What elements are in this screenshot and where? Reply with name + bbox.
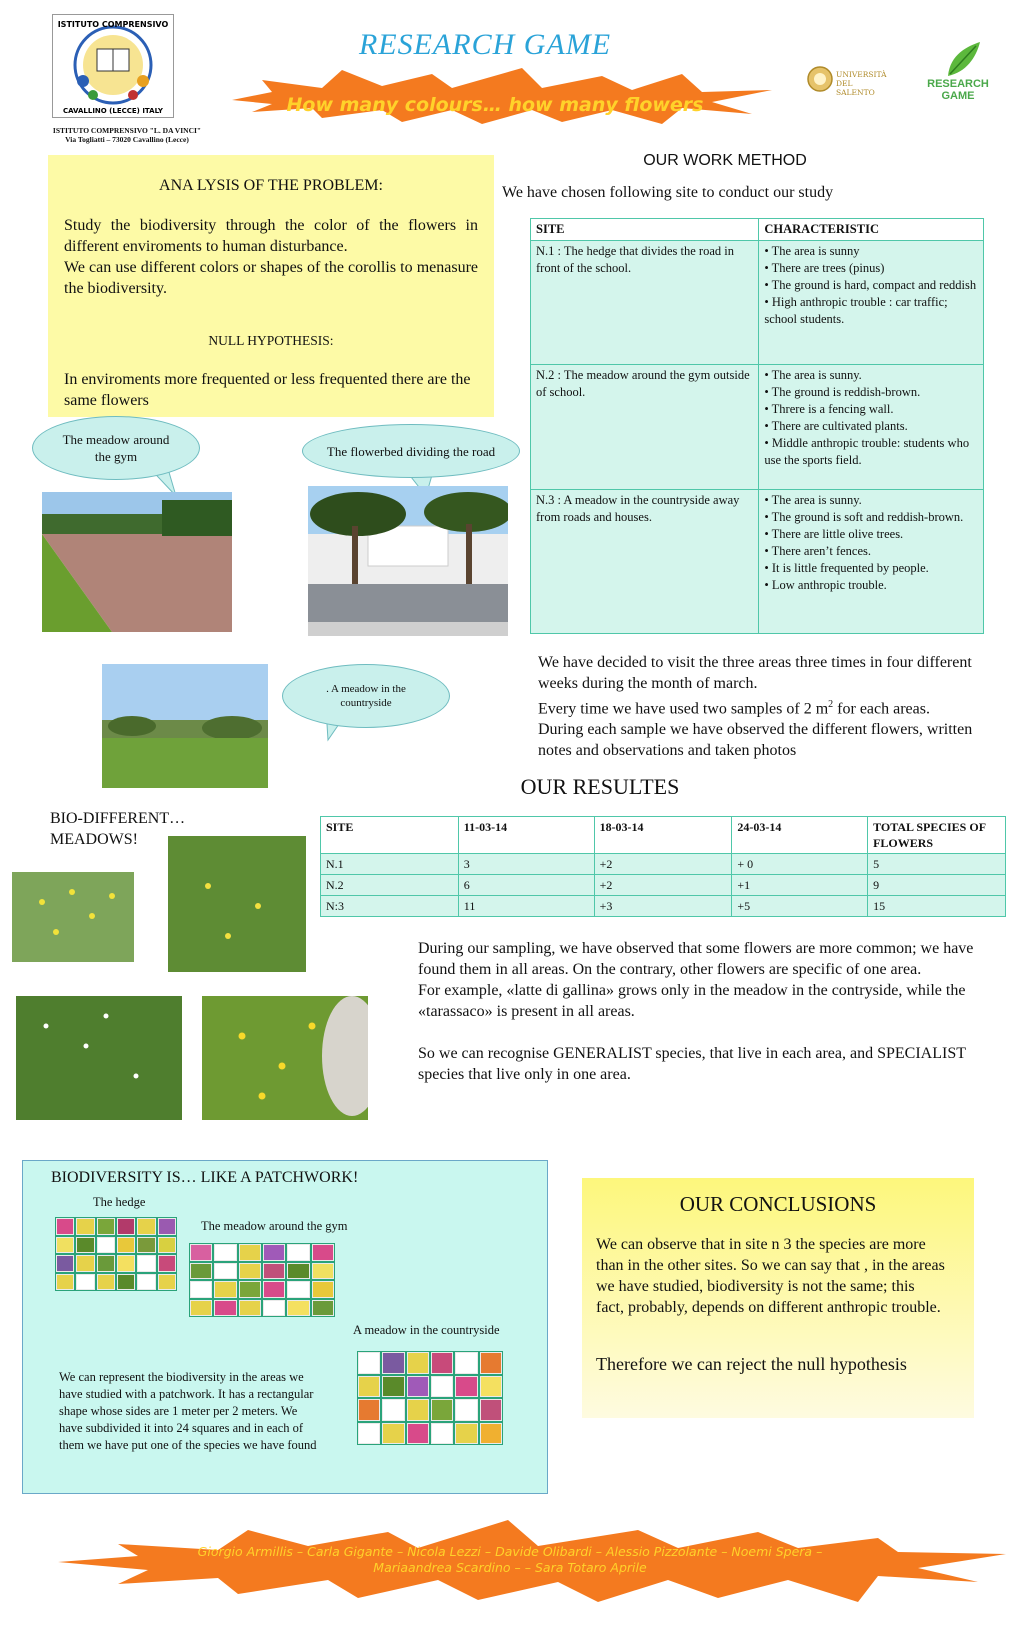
results-cell: 3 <box>458 854 594 875</box>
site-cell: N.1 : The hedge that divides the road in front of the school. <box>531 241 759 365</box>
bubble-countryside-text: . A meadow in the countryside <box>326 683 406 709</box>
visit-paragraph-1: We have decided to visit the three areas three times in four different weeks during the month of march. <box>538 654 972 692</box>
results-paragraph-1: During our sampling, we have observed that some flowers are more common; we have found them in all areas. On the contrary, other flowers are specific of one area. <box>418 940 974 978</box>
results-cell: N.2 <box>321 875 459 896</box>
characteristic-item: • Threre is a fencing wall. <box>764 402 894 416</box>
characteristic-item: • There are little olive trees. <box>764 527 904 541</box>
hedge-patchwork <box>55 1217 177 1291</box>
characteristic-item: • There are trees (pinus) <box>764 261 885 275</box>
results-cell: +2 <box>594 875 732 896</box>
unisalento-logo-text: UNIVERSITÀ DEL SALENTO <box>836 70 887 97</box>
country-patchwork <box>357 1351 503 1445</box>
characteristic-cell <box>759 241 984 365</box>
characteristic-item: • There are cultivated plants. <box>764 419 908 433</box>
country-patch-label: A meadow in the countryside <box>353 1323 500 1337</box>
bio-label-2: MEADOWS! <box>50 831 138 848</box>
reject-hypothesis: Therefore we can reject the null hypothesis <box>596 1354 907 1374</box>
characteristic-item: • The ground is soft and reddish-brown. <box>764 510 964 524</box>
unisalento-logo <box>806 62 892 96</box>
bubble-flowerbed-text: The flowerbed dividing the road <box>326 443 496 459</box>
research-game-logo <box>910 40 1006 102</box>
characteristic-item: • There aren’t fences. <box>764 544 872 558</box>
results-header: TOTAL SPECIES OF FLOWERS <box>868 817 1006 854</box>
bubble-meadow-gym-text: The meadow around the gym <box>62 432 170 464</box>
results-cell: 5 <box>868 854 1006 875</box>
visit-paragraph-2 <box>538 694 978 719</box>
results-header: SITE <box>321 817 459 854</box>
results-cell: 15 <box>868 896 1006 917</box>
bio-label-1: BIO-DIFFERENT… <box>50 810 186 827</box>
school-logo <box>52 14 174 118</box>
authors-line-1: Giorgio Armillis – Carla Gigante – Nicola Lezzi – Davide Olibardi – Alessio Pizzolante – Noemi Spera – <box>197 1544 823 1559</box>
results-cell: 6 <box>458 875 594 896</box>
characteristic-item: • The ground is hard, compact and reddish <box>764 278 977 292</box>
visit-superscript: 2 <box>828 699 834 710</box>
photo-flowerbed <box>308 486 508 636</box>
bubble-flowerbed <box>302 424 520 478</box>
school-logo-text-top: ISTITUTO COMPRENSIVO <box>57 20 169 29</box>
characteristic-item: • High anthropic trouble : car traffic; school students. <box>764 295 948 326</box>
subtitle: How many colours… how many flowers <box>286 94 704 116</box>
visit-paragraph-3: During each sample we have observed the different flowers, written notes and observations and taken photos <box>538 721 973 760</box>
site-table-header-characteristic: CHARACTERISTIC <box>759 219 984 241</box>
photo-countryside <box>102 664 268 788</box>
table-row <box>531 241 984 365</box>
analysis-heading: ANA LYSIS OF THE PROBLEM: <box>159 177 383 194</box>
table-row <box>321 875 1006 896</box>
photo-meadow-2 <box>168 836 306 972</box>
results-cell: +3 <box>594 896 732 917</box>
characteristic-item: • Low anthropic trouble. <box>764 578 887 592</box>
school-address: Via Togliatti – 73020 Cavallino (Lecce) <box>65 135 189 144</box>
conclusions-text: We can observe that in site n 3 the species are more than in the other sites. So we can say that , in the areas we have studied, biodiversity is not the same; this fact, probably, depends on different anthropic trouble. <box>596 1236 945 1316</box>
analysis-text-2: We can use different colors or shapes of the corollis to menasure the biodiversity. <box>64 259 478 297</box>
results-heading: OUR RESULTES <box>520 774 680 799</box>
results-text <box>418 938 978 1085</box>
characteristic-cell <box>759 365 984 490</box>
bio-different-label <box>50 808 185 850</box>
results-header: 18-03-14 <box>594 817 732 854</box>
null-hypothesis-heading: NULL HYPOTHESIS: <box>208 333 334 348</box>
results-cell: N.1 <box>321 854 459 875</box>
rg-logo-text: RESEARCH GAME <box>927 78 989 102</box>
results-cell: + 0 <box>732 854 868 875</box>
patchwork-heading: BIODIVERSITY IS… LIKE A PATCHWORK! <box>51 1169 359 1186</box>
hedge-label: The hedge <box>93 1195 146 1209</box>
conclusions-box <box>582 1178 974 1418</box>
characteristic-item: • The area is sunny. <box>764 368 862 382</box>
school-name-line: ISTITUTO COMPRENSIVO "L. DA VINCI" <box>52 126 202 135</box>
results-header-row <box>321 817 1006 854</box>
characteristic-item: • The area is sunny. <box>764 493 862 507</box>
authors-line-2: Mariaandrea Scardino – – Sara Totaro Aprile <box>373 1560 647 1575</box>
results-cell: +1 <box>732 875 868 896</box>
analysis-text: Study the biodiversity through the color of the flowers in different enviroments to human disturbance. <box>64 217 478 255</box>
results-header: 24-03-14 <box>732 817 868 854</box>
school-logo-text-bottom: CAVALLINO (LECCE) ITALY <box>62 107 164 115</box>
site-cell: N.3 : A meadow in the countryside away from roads and houses. <box>531 490 759 634</box>
characteristic-item: • Middle anthropic trouble: students who use the sports field. <box>764 436 970 467</box>
visit-text <box>538 652 978 761</box>
results-cell: 11 <box>458 896 594 917</box>
photo-meadow-1 <box>12 872 134 962</box>
bubble-countryside <box>282 664 450 728</box>
method-intro: We have chosen following site to conduct our study <box>502 184 834 201</box>
site-cell: N.2 : The meadow around the gym outside of school. <box>531 365 759 490</box>
table-row <box>321 896 1006 917</box>
method-heading: OUR WORK METHOD <box>643 152 807 169</box>
photo-meadow-4 <box>202 996 368 1120</box>
patchwork-box <box>22 1160 548 1494</box>
results-cell: N:3 <box>321 896 459 917</box>
visit-paragraph-2a: Every time we have used two samples of 2 m <box>538 700 829 718</box>
results-cell: +5 <box>732 896 868 917</box>
bubble-meadow-gym <box>32 416 200 480</box>
site-table <box>530 218 984 634</box>
conclusions-heading: OUR CONCLUSIONS <box>679 1192 877 1216</box>
results-paragraph-3: So we can recognise GENERALIST species, that live in each area, and SPECIALIST species that live only in one area. <box>418 1045 966 1083</box>
results-cell: 9 <box>868 875 1006 896</box>
table-row <box>321 854 1006 875</box>
characteristic-cell <box>759 490 984 634</box>
gym-patchwork <box>189 1243 335 1317</box>
results-cell: +2 <box>594 854 732 875</box>
site-table-header-site: SITE <box>531 219 759 241</box>
site-table-header <box>531 219 984 241</box>
school-name <box>42 126 212 144</box>
analysis-box <box>48 155 494 417</box>
results-paragraph-2: For example, «latte di gallina» grows only in the meadow in the contryside, while the «tarassaco» is present in all areas. <box>418 982 966 1020</box>
null-hypothesis-text: In enviroments more frequented or less frequented there are the same flowers <box>64 371 471 409</box>
characteristic-item: • It is little frequented by people. <box>764 561 929 575</box>
characteristic-item: • The ground is reddish-brown. <box>764 385 921 399</box>
results-table <box>320 816 1006 917</box>
characteristic-item: • The area is sunny <box>764 244 860 258</box>
table-row <box>531 365 984 490</box>
visit-paragraph-2b: for each areas. <box>833 700 930 718</box>
authors <box>170 1544 850 1576</box>
photo-meadow-gym <box>42 492 232 632</box>
photo-meadow-3 <box>16 996 182 1120</box>
table-row <box>531 490 984 634</box>
results-header: 11-03-14 <box>458 817 594 854</box>
patchwork-text: We can represent the biodiversity in the areas we have studied with a patchwork. It has a rectangular shape whose sides are 1 meter per 2 meters. We have subdivided it into 24 squares and in each of them we have put one of the species we have found <box>59 1370 317 1452</box>
gym-patch-label: The meadow around the gym <box>201 1219 348 1233</box>
page-title: RESEARCH GAME <box>358 28 612 61</box>
